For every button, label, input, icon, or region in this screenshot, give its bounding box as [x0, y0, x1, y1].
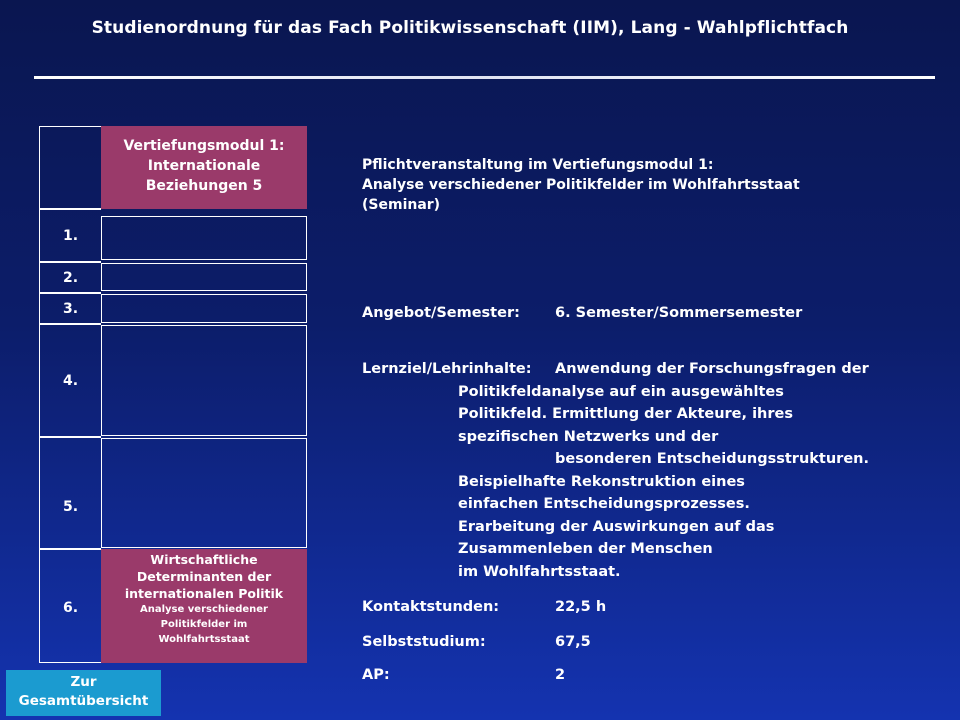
module-header-line: Vertiefungsmodul 1: [123, 138, 285, 154]
module-header-line: Beziehungen 5 [145, 178, 263, 194]
semester-label: 2. [62, 269, 79, 286]
lernziel-line: besonderen Entscheidungsstrukturen. [555, 451, 869, 467]
overview-button-line: Zur [70, 674, 97, 690]
semester-1 [39, 209, 101, 262]
lernziel-line: Anwendung der Forschungsfragen der [555, 361, 869, 377]
lernziel-label: Lernziel/Lehrinhalte: [362, 361, 532, 377]
lernziel-line: einfachen Entscheidungsprozesses. [458, 496, 750, 512]
ap-value: 2 [555, 667, 566, 683]
semester-5 [39, 437, 101, 549]
semester-3 [39, 293, 101, 324]
semester-2-cell [101, 263, 307, 291]
semester-label: 4. [62, 372, 79, 389]
course-heading [362, 155, 800, 215]
lernziel-line: Zusammenleben der Menschen [458, 541, 713, 557]
semester-3-cell [101, 294, 307, 323]
course-subtitle-line: Politikfelder im [160, 619, 248, 630]
kontakt-label: Kontaktstunden: [362, 599, 500, 615]
page-title: Studienordnung für das Fach Politikwissenschaft (IIM), Lang - Wahlpflichtfach [91, 18, 849, 38]
lernziel-line: spezifischen Netzwerks und der [458, 429, 719, 445]
semester-4-cell [101, 325, 307, 436]
module-header-line: Internationale [147, 158, 261, 174]
lernziel-line: Erarbeitung der Auswirkungen auf das [458, 519, 775, 535]
angebot-row [362, 303, 802, 323]
lernziel-line: Politikfeld. Ermittlung der Akteure, ihres [458, 406, 793, 422]
kontakt-row [362, 597, 606, 617]
semester-header-cell [39, 126, 101, 209]
semester-label: 5. [62, 499, 79, 515]
course-title-line: Determinanten der [136, 569, 272, 584]
angebot-value: 6. Semester/Sommersemester [555, 305, 803, 321]
overview-button-line: Gesamtübersicht [18, 693, 149, 709]
semester-5-cell [101, 438, 307, 548]
course-title-line: Wirtschaftliche [150, 552, 258, 567]
course-subtitle-line: Wohlfahrtsstaat [158, 634, 250, 645]
course-heading-line: (Seminar) [362, 197, 441, 213]
semester-label: 3. [62, 300, 79, 317]
selbststudium-row [362, 632, 591, 652]
lernziel-line: im Wohlfahrtsstaat. [458, 564, 621, 580]
ap-row [362, 665, 565, 685]
lernziel-line: Politikfeldanalyse auf ein ausgewähltes [458, 384, 784, 400]
course-title-line: internationalen Politik [124, 586, 284, 601]
ap-label: AP: [362, 667, 390, 683]
selbststudium-label: Selbststudium: [362, 634, 486, 650]
title-divider [34, 76, 935, 79]
semester-6 [39, 549, 101, 663]
kontakt-value: 22,5 h [555, 599, 607, 615]
selbststudium-value: 67,5 [555, 634, 591, 650]
course-heading-line: Analyse verschiedener Politikfelder im Wohlfahrtsstaat [362, 177, 800, 193]
module-header [101, 126, 307, 209]
semester-label: 1. [62, 227, 79, 244]
semester-1-cell [101, 216, 307, 260]
angebot-label: Angebot/Semester: [362, 305, 520, 321]
semester-2 [39, 262, 101, 293]
overview-button[interactable] [6, 670, 161, 716]
semester-label: 6. [62, 600, 79, 616]
semester-4 [39, 324, 101, 437]
course-subtitle-line: Analyse verschiedener [140, 604, 268, 615]
course-heading-line: Pflichtveranstaltung im Vertiefungsmodul 1: [362, 157, 714, 173]
lernziel-line: Beispielhafte Rekonstruktion eines [458, 474, 745, 490]
course-link-box[interactable] [101, 549, 307, 663]
